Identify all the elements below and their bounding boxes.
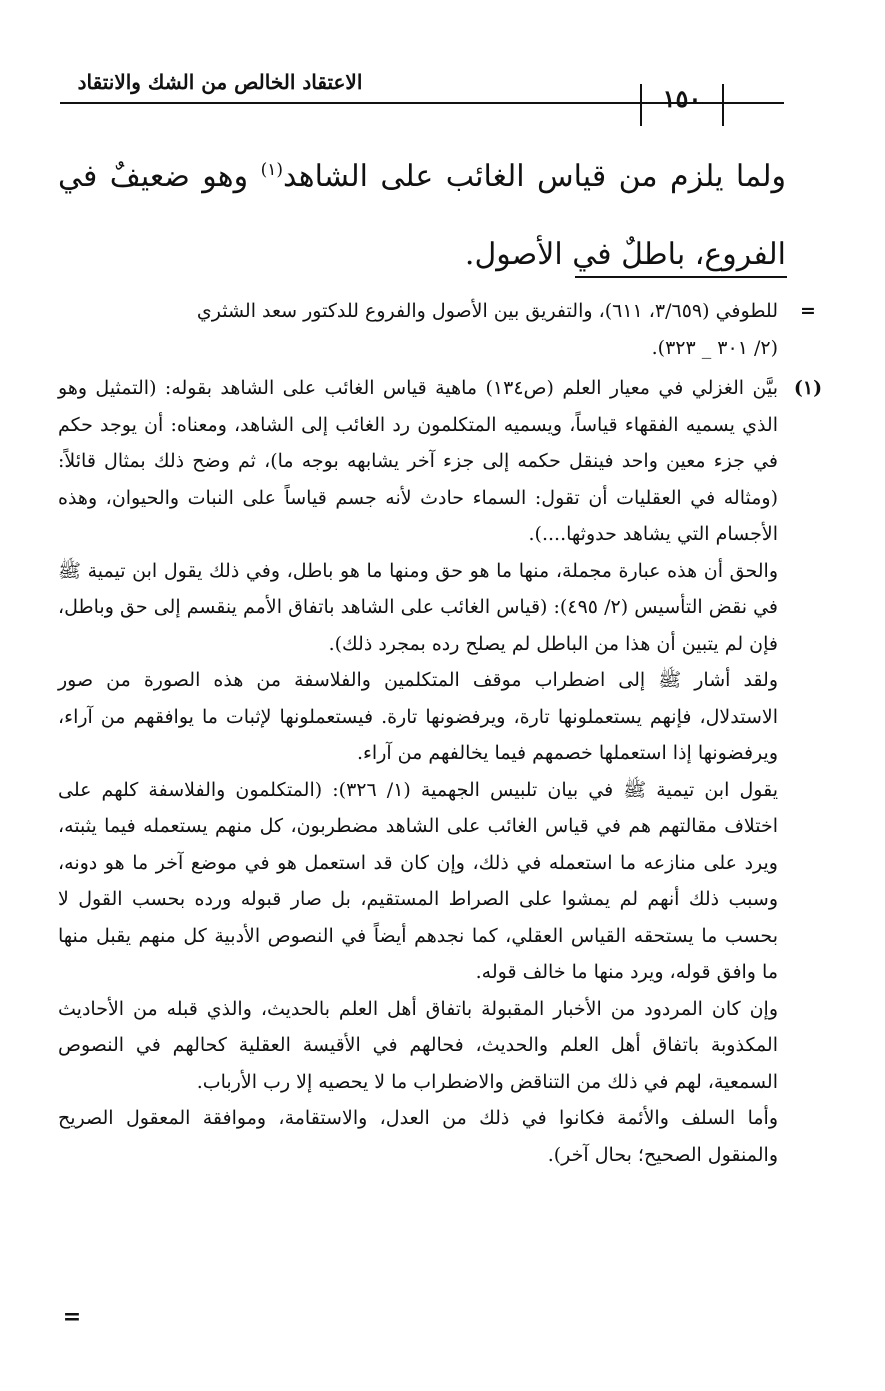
footnote-1-paragraph: والحق أن هذه عبارة مجملة، منها ما هو حق ومنها ما هو باطل، وفي ذلك يقول ابن تيمية ﷺ في نقض التأسيس (٢/ ٤٩٥): (قياس الغائب على الشاهد باتفاق الأمم ينقسم إلى حق وباطل، فإن لم يتبين أن هذا من الباطل لم يصلح رده بمجرد ذلك). xyxy=(58,559,779,655)
running-title: الاعتقاد الخالص من الشك والانتقاد xyxy=(77,70,363,94)
footnote-1-marker: (١) xyxy=(793,377,823,399)
main-text-part-2: وهو ضعيفٌ في الفروع، باطلٌ في الأصول. xyxy=(58,159,786,272)
footnote-1-paragraph: وأما السلف والأئمة فكانوا في ذلك من العدل، والاستقامة، وموافقة المعقول الصريح والمنقول الصحيح؛ بحال آخر). xyxy=(58,1107,778,1166)
continued-marker: = xyxy=(62,1304,82,1330)
page-number-bracket-right xyxy=(722,84,724,126)
continuation-line-2: (٢/ ٣٠١ _ ٣٢٣). xyxy=(651,336,778,359)
footnote-continuation xyxy=(58,293,830,366)
footnote-1-paragraph: وإن كان المردود من الأخبار المقبولة باتفاق أهل العلم بالحديث، والذي قبله من الأحاديث المكذوبة باتفاق أهل العلم والحديث، فحالهم في الأقيسة العقلية كحالهم في النصوص السمعية، لهم في ذلك من التناقض والاضطراب ما لا يحصيه إلا رب الأرباب. xyxy=(58,997,778,1093)
footnote-1 xyxy=(58,370,830,1173)
footnote-1-paragraph: يقول ابن تيمية ﷺ في بيان تلبيس الجهمية (١/ ٣٢٦): (المتكلمون والفلاسفة كلهم على اختلاف مقالتهم هم في قياس الغائب على الشاهد مضطربون، كل منهم يستعمله فيما يثبته، ويرد على منازعه ما استعمله في ذلك، وإن كان قد استعمل هو في موضع آخر ما هو دونه، وسبب ذلك أنهم لم يمشوا على الصراط المستقيم، بل صار قبوله ورده بحسب القول لا بحسب ما يستحقه القياس العقلي، كما نجدهم أيضاً في النصوص الأدبية كل منهم يقبل منها ما وافق قوله، ويرد منها ما خالف قوله. xyxy=(58,778,778,983)
page-number: ١٥٠ xyxy=(662,84,702,113)
main-text xyxy=(58,138,786,294)
footnote-1-paragraph: بيَّن الغزلي في معيار العلم (ص١٣٤) ماهية قياس الغائب على الشاهد بقوله: (التمثيل وهو الذي يسميه الفقهاء قياساً، ويسميه المتكلمون رد الغائب إلى الشاهد، ومعناه: أن يوجد حكم في جزء معين واحد فينقل حكمه إلى جزء آخر يشابهه بوجه ما)، ثم وضح ذلك بمثال قائلاً: (ومثاله في العقليات أن تقول: السماء حادث لأنه جسم قياساً على النبات والحيوان، وهذه الأجسام التي يشاهد حدوثها....). xyxy=(58,377,778,545)
footnote-reference: (١) xyxy=(260,160,283,180)
continuation-line-1: للطوفي (٣/٦٥٩، ٦١١)، والتفريق بين الأصول والفروع للدكتور سعد الشثري xyxy=(196,300,778,322)
page-number-bracket-left xyxy=(640,84,642,126)
continuation-marker: = xyxy=(800,300,816,322)
footnote-1-paragraph: ولقد أشار ﷺ إلى اضطراب موقف المتكلمين والفلاسفة من هذه الصورة من صور الاستدلال، فإنهم يستعملونها تارة، ويرفضونها تارة. فيستعملونها لإثبات ما يوافقهم من آراء، ويرفضونها إذا استعملها خصمهم فيما يخالفهم من آراء. xyxy=(58,669,778,764)
main-text-part-1: ولما يلزم من قياس الغائب على الشاهد xyxy=(283,159,786,194)
footnote-separator xyxy=(575,276,787,278)
footnotes xyxy=(58,293,830,1173)
